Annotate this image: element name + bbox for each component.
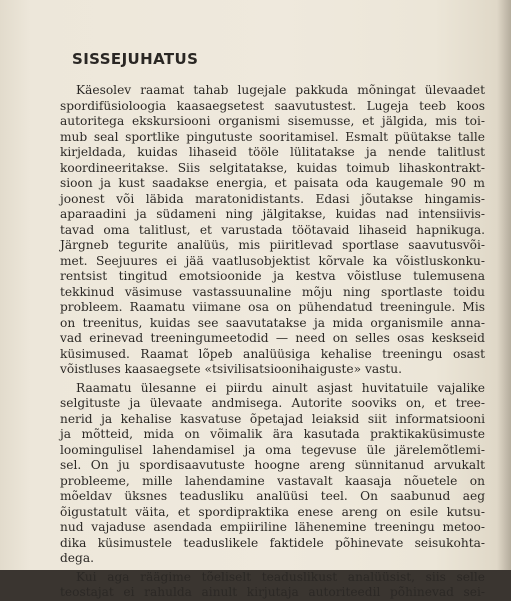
text-line: õigustatult väita, et spordipraktika enese areng on esile kutsu- [60, 504, 485, 519]
paragraph [60, 381, 485, 567]
text-line: sel. On ju spordisaavutuste hoogne areng sünnitanud arvukalt [60, 458, 485, 472]
text-line: mub seal sportlike pingutuste sooritamisel. Esmalt püütakse talle [60, 129, 485, 144]
text-line: nud vajaduse asendada empiiriline lähenemine treeningu metoo- [60, 520, 485, 534]
text-line: koordineeritakse. Siis selgitatakse, kuidas toimub lihaskontrakt- [60, 160, 485, 175]
paragraph [60, 83, 485, 378]
text-line: met. Seejuures ei jää vaatlusobjektist kõrvale ka võistluskonku- [60, 253, 485, 268]
text-line: võistluses kaasaegsete «tsivilisatsioonihaiguste» vastu. [60, 362, 402, 376]
text-line: kirjeldada, kuidas lihaseid tööle lülitatakse ja nende talitlust [60, 145, 485, 159]
text-line: selgituste ja ülevaate andmisega. Autorite sooviks on, et tree- [60, 396, 485, 410]
text-line: küsimused. Raamat lõpeb analüüsiga kehalise treeningu osast [60, 346, 485, 361]
text-line: Kui aga räägime tõeliselt teaduslikust analüüsist, siis selle [76, 569, 485, 584]
text-line: vad erinevad treeningumeetodid — need on selles osas keskseid [60, 331, 485, 345]
text-line: Järgneb tegurite analüüs, mis piiritlevad sportlase saavutusvõi- [60, 238, 485, 252]
text-line: rentsist tingitud emotsioonide ja kestva võistluse tulemusena [60, 269, 485, 283]
text-line: loomingulisel lahendamisel ja oma tegevuse üle järelemõtlemi- [60, 442, 485, 457]
text-line: nerid ja kehalise kasvatuse õpetajad leiaksid siit informatsiooni [60, 411, 485, 426]
text-line: tekkinud väsimuse vastassuunaline mõju ning sportlaste toidu [60, 284, 485, 299]
text-line: tavad oma talitlust, et varustada töötavaid lihaseid hapnikuga. [60, 222, 485, 237]
text-line: sioon ja kust saadakse energia, et paisata oda kaugemale 90 m [60, 176, 485, 190]
text-line: dega. [60, 551, 94, 565]
text-line: Raamatu ülesanne ei piirdu ainult asjast huvitatuile vajalike [76, 380, 485, 395]
text-line: on treenitus, kuidas see saavutatakse ja mida organismile anna- [60, 315, 485, 330]
text-line: mõeldav üksnes teadusliku analüüsi teel. On saabunud aeg [60, 489, 485, 503]
text-line: probleem. Raamatu viimane osa on pühendatud treeningule. Mis [60, 300, 485, 314]
text-line: teostajat ei rahulda ainult kirjutaja autoriteedil põhinevad sei- [60, 585, 485, 599]
text-line: probleeme, mille lahendamine vastavalt kaasaja nõuetele on [60, 473, 485, 488]
chapter-heading: SISSEJUHATUS [72, 50, 199, 68]
text-line: ja mõtteid, mida on võimalik ära kasutada praktikaküsimuste [60, 427, 485, 441]
paragraph [60, 570, 485, 601]
text-line: aparaadini ja südameni ning jälgitakse, kuidas nad intensiivis- [60, 207, 485, 221]
body-text [60, 83, 485, 601]
text-line: Käesolev raamat tahab lugejale pakkuda mõningat ülevaadet [76, 83, 485, 97]
text-line: autoritega ekskursiooni organismi sisemusse, et jälgida, mis toi- [60, 114, 485, 128]
text-line: joonest või läbida maratonidistants. Edasi jõutakse hingamis- [60, 191, 485, 206]
text-line: dika küsimustele teaduslikele faktidele põhinevate seisukohta- [60, 535, 485, 550]
text-line: spordifüsioloogia kaasaegsetest saavutustest. Lugeja teeb koos [60, 98, 485, 113]
